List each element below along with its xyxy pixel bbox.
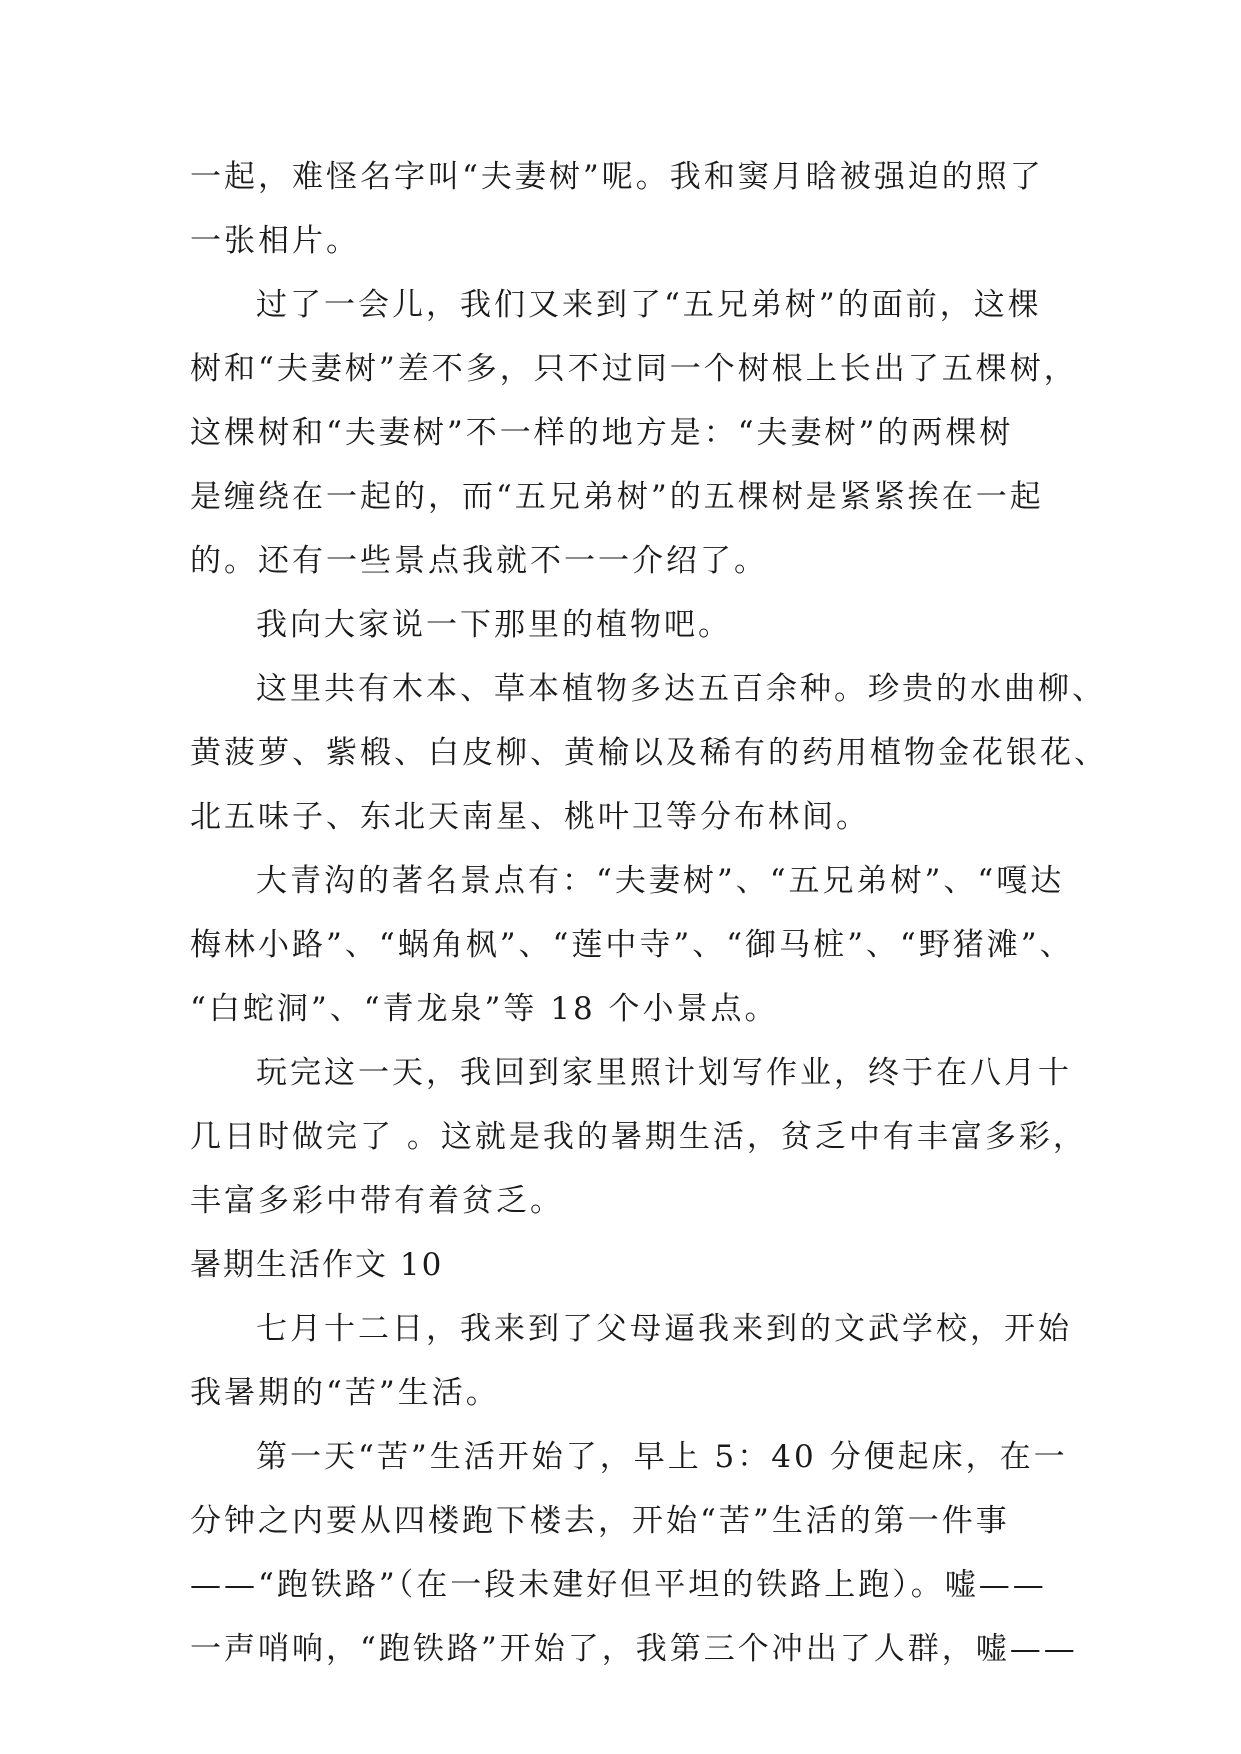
section-heading: 暑期生活作文 10 (190, 1247, 444, 1283)
text-line: 几日时做完了 。这就是我的暑期生活，贫乏中有丰富多彩， (190, 1119, 1087, 1155)
text-line: 黄菠萝、紫椴、白皮柳、黄榆以及稀有的药用植物金花银花、 (190, 735, 1108, 771)
paragraph-start-line: 这里共有木本、草本植物多达五百余种。珍贵的水曲柳、 (256, 671, 1106, 707)
text-line: “白蛇洞”、“青龙泉”等 18 个小景点。 (190, 991, 779, 1027)
paragraph-start-line: 大青沟的著名景点有：“夫妻树”、“五兄弟树”、“嘎达 (256, 863, 1065, 899)
text-line: 一声哨响，“跑铁路”开始了，我第三个冲出了人群，嘘—— (190, 1631, 1078, 1667)
text-line: 一张相片。 (190, 223, 360, 259)
paragraph-start-line: 过了一会儿，我们又来到了“五兄弟树”的面前，这棵 (256, 287, 1042, 323)
text-line: 的。还有一些景点我就不一一介绍了。 (190, 543, 768, 579)
text-line: 北五味子、东北天南星、桃叶卫等分布林间。 (190, 799, 870, 835)
text-line: ——“跑铁路”（在一段未建好但平坦的铁路上跑）。嘘—— (190, 1567, 1047, 1603)
text-line: 树和“夫妻树”差不多，只不过同一个树根上长出了五棵树， (190, 351, 1078, 387)
text-line: 梅林小路”、“蜗角枫”、“莲中寺”、“御马桩”、“野猪滩”、 (190, 927, 1074, 963)
text-line: 丰富多彩中带有着贫乏。 (190, 1183, 564, 1219)
text-line: 我暑期的“苦”生活。 (190, 1375, 500, 1411)
document-body (190, 145, 1108, 1681)
paragraph-start-line: 七月十二日，我来到了父母逼我来到的文武学校，开始 (256, 1311, 1072, 1347)
paragraph-start-line: 我向大家说一下那里的植物吧。 (256, 607, 732, 643)
text-line: 这棵树和“夫妻树”不一样的地方是：“夫妻树”的两棵树 (190, 415, 1014, 451)
text-line: 分钟之内要从四楼跑下楼去，开始“苦”生活的第一件事 (190, 1503, 1010, 1539)
text-line: 是缠绕在一起的，而“五兄弟树”的五棵树是紧紧挨在一起 (190, 479, 1044, 515)
paragraph-start-line: 第一天“苦”生活开始了，早上 5：40 分便起床，在一 (256, 1439, 1068, 1475)
text-line: 一起，难怪名字叫“夫妻树”呢。我和窦月晗被强迫的照了 (190, 159, 1044, 195)
paragraph-start-line: 玩完这一天，我回到家里照计划写作业，终于在八月十 (256, 1055, 1072, 1091)
